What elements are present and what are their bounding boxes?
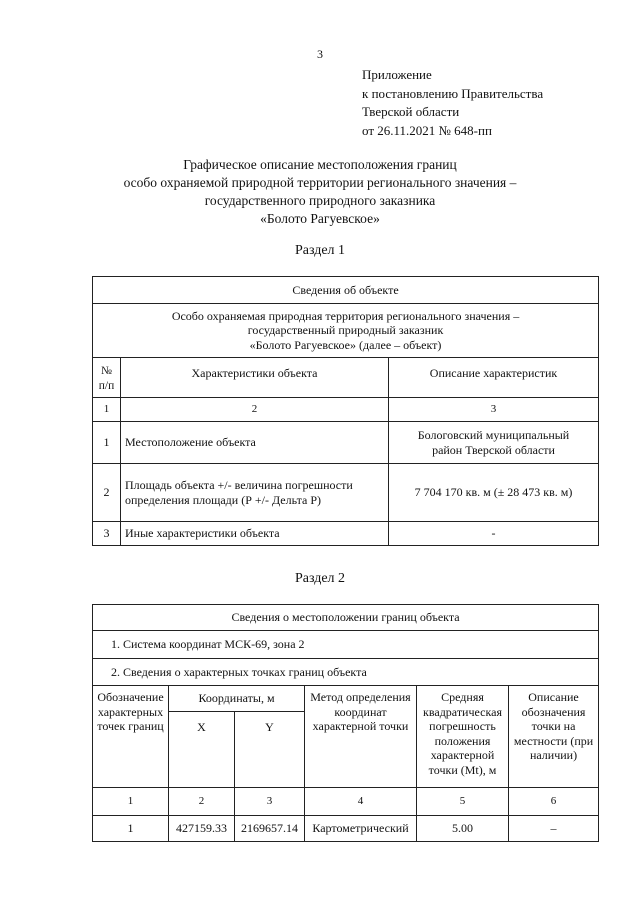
column-header-method: Метод определения координат характерной точки (305, 686, 417, 788)
document-title (60, 156, 580, 228)
column-header-num: № п/п (93, 358, 121, 398)
object-name-line: государственный природный заказник (247, 323, 444, 338)
row-number: 2 (93, 464, 121, 522)
index-cell: 1 (93, 788, 169, 816)
title-line: Графическое описание местоположения границ (183, 157, 457, 172)
index-cell: 3 (235, 788, 305, 816)
column-header-description: Описание характеристик (389, 358, 599, 398)
index-cell: 1 (93, 398, 121, 422)
section2-heading: Раздел 2 (294, 571, 346, 586)
object-info-table (92, 276, 599, 546)
point-number: 1 (93, 816, 169, 842)
row-characteristic: Площадь объекта +/- величина погрешности определения площади (Р +/- Дельта Р) (121, 464, 389, 522)
title-line: государственного природного заказника (204, 193, 436, 208)
table-row (93, 522, 599, 546)
point-marker: – (509, 816, 599, 842)
point-y: 2169657.14 (235, 816, 305, 842)
row-description: - (389, 522, 599, 546)
appendix-line: от 26.11.2021 № 648-пп (362, 122, 492, 138)
appendix-line: к постановлению Правительства (362, 85, 544, 101)
coordinate-system-row: 1. Система координат МСК-69, зона 2 (93, 631, 599, 659)
index-cell: 2 (169, 788, 235, 816)
index-cell: 6 (509, 788, 599, 816)
index-cell: 2 (121, 398, 389, 422)
appendix-block (362, 66, 543, 140)
point-error: 5.00 (417, 816, 509, 842)
column-header-marker: Описание обозначения точки на местности (при наличии) (509, 686, 599, 788)
points-info-row: 2. Сведения о характерных точках границ объекта (93, 659, 599, 686)
row-characteristic: Местоположение объекта (121, 422, 389, 464)
column-header-x: X (169, 712, 235, 788)
object-name-cell (93, 304, 599, 358)
table-header: Сведения об объекте (93, 277, 599, 304)
index-cell: 5 (417, 788, 509, 816)
row-characteristic: Иные характеристики объекта (121, 522, 389, 546)
object-name-line: Особо охраняемая природная территория регионального значения – (171, 308, 520, 323)
title-line: «Болото Рагуевское» (260, 211, 380, 226)
point-method: Картометрический (305, 816, 417, 842)
table-row (93, 422, 599, 464)
title-line: особо охраняемой природной территории регионального значения – (123, 175, 517, 190)
appendix-line: Приложение (362, 67, 432, 82)
table-row (93, 464, 599, 522)
row-number: 3 (93, 522, 121, 546)
object-name-line: «Болото Рагуевское» (далее – объект) (249, 337, 442, 352)
column-header-y: Y (235, 712, 305, 788)
index-cell: 3 (389, 398, 599, 422)
row-number: 1 (93, 422, 121, 464)
point-x: 427159.33 (169, 816, 235, 842)
column-header-characteristics: Характеристики объекта (121, 358, 389, 398)
section1-heading: Раздел 1 (294, 243, 346, 258)
row-description: 7 704 170 кв. м (± 28 473 кв. м) (389, 464, 599, 522)
column-header-error: Средняя квадратическая погрешность положения характерной точки (Mt), м (417, 686, 509, 788)
table-header: Сведения о местоположении границ объекта (93, 605, 599, 631)
row-description: Бологовский муниципальный район Тверской области (389, 422, 599, 464)
appendix-line: Тверской области (362, 104, 460, 119)
table-row (93, 816, 599, 842)
column-header-coords: Координаты, м (169, 686, 305, 712)
column-header-point: Обозначение характерных точек границ (93, 686, 169, 788)
index-cell: 4 (305, 788, 417, 816)
boundary-points-table (92, 604, 599, 842)
page-number: 3 (317, 47, 323, 61)
